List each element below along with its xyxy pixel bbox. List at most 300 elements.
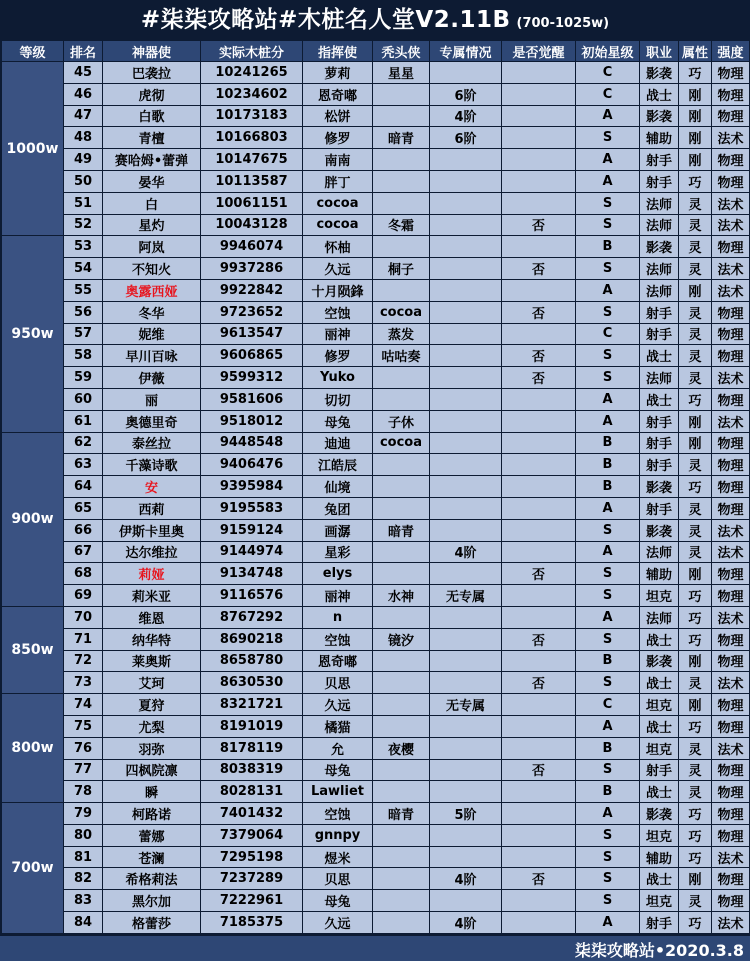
bald-cell: [373, 824, 430, 846]
exclusive-cell: [430, 628, 502, 650]
job-cell: 射手: [640, 912, 679, 934]
name-cell: 白歌: [103, 105, 201, 127]
job-cell: 战士: [640, 672, 679, 694]
table-row: [2, 127, 750, 149]
star-cell: A: [576, 497, 640, 519]
awaken-cell: 否: [502, 367, 576, 389]
job-cell: 战士: [640, 388, 679, 410]
star-cell: S: [576, 192, 640, 214]
attr-cell: 刚: [679, 127, 712, 149]
score-cell: 7237289: [201, 868, 303, 890]
name-cell: 伊斯卡里奥: [103, 519, 201, 541]
bald-cell: [373, 454, 430, 476]
commander-cell: 仙境: [303, 476, 373, 498]
power-cell: 法术: [712, 367, 750, 389]
rank-cell: 47: [64, 105, 103, 127]
power-cell: 物理: [712, 868, 750, 890]
star-cell: A: [576, 105, 640, 127]
star-cell: S: [576, 127, 640, 149]
power-cell: 物理: [712, 497, 750, 519]
exclusive-cell: 4阶: [430, 105, 502, 127]
name-cell: 早川百咏: [103, 345, 201, 367]
power-cell: 物理: [712, 476, 750, 498]
bald-cell: [373, 650, 430, 672]
star-cell: S: [576, 345, 640, 367]
name-cell: 巴袭拉: [103, 62, 201, 84]
star-cell: C: [576, 323, 640, 345]
job-cell: 影袭: [640, 650, 679, 672]
score-cell: 9723652: [201, 301, 303, 323]
table-row: [2, 149, 750, 171]
power-cell: 物理: [712, 715, 750, 737]
job-cell: 法师: [640, 541, 679, 563]
rank-cell: 81: [64, 846, 103, 868]
rank-cell: 79: [64, 803, 103, 825]
table-row: [2, 367, 750, 389]
job-cell: 影袭: [640, 476, 679, 498]
name-cell: 不知火: [103, 258, 201, 280]
attr-cell: 灵: [679, 497, 712, 519]
job-cell: 辅助: [640, 846, 679, 868]
star-cell: A: [576, 803, 640, 825]
awaken-cell: [502, 410, 576, 432]
commander-cell: 切切: [303, 388, 373, 410]
awaken-cell: [502, 824, 576, 846]
name-cell: 苍澜: [103, 846, 201, 868]
awaken-cell: [502, 83, 576, 105]
table-row: [2, 585, 750, 607]
name-cell: 虎彻: [103, 83, 201, 105]
name-cell: 奥露西娅: [103, 279, 201, 301]
commander-cell: 兔团: [303, 497, 373, 519]
bald-cell: [373, 105, 430, 127]
rank-cell: 57: [64, 323, 103, 345]
table-row: [2, 83, 750, 105]
score-cell: 8767292: [201, 606, 303, 628]
awaken-cell: 否: [502, 345, 576, 367]
bald-cell: 星星: [373, 62, 430, 84]
power-cell: 法术: [712, 606, 750, 628]
star-cell: B: [576, 781, 640, 803]
rank-cell: 80: [64, 824, 103, 846]
commander-cell: gnnpy: [303, 824, 373, 846]
job-cell: 法师: [640, 258, 679, 280]
score-cell: 10147675: [201, 149, 303, 171]
name-cell: 千藻诗歌: [103, 454, 201, 476]
commander-cell: 修罗: [303, 127, 373, 149]
power-cell: 法术: [712, 672, 750, 694]
name-cell: 尤梨: [103, 715, 201, 737]
table-row: [2, 105, 750, 127]
star-cell: S: [576, 563, 640, 585]
table-row: [2, 628, 750, 650]
exclusive-cell: [430, 367, 502, 389]
rank-cell: 45: [64, 62, 103, 84]
power-cell: 法术: [712, 519, 750, 541]
rank-cell: 66: [64, 519, 103, 541]
table-row: [2, 541, 750, 563]
star-cell: S: [576, 258, 640, 280]
rank-cell: 52: [64, 214, 103, 236]
commander-cell: 丽神: [303, 323, 373, 345]
score-cell: 9581606: [201, 388, 303, 410]
attr-cell: 巧: [679, 715, 712, 737]
power-cell: 物理: [712, 803, 750, 825]
table-row: [2, 672, 750, 694]
header-exclusive: 专属情况: [430, 41, 502, 62]
bald-cell: [373, 781, 430, 803]
commander-cell: 空蚀: [303, 628, 373, 650]
attr-cell: 刚: [679, 410, 712, 432]
bald-cell: [373, 563, 430, 585]
header-awaken: 是否觉醒: [502, 41, 576, 62]
exclusive-cell: 5阶: [430, 803, 502, 825]
table-row: [2, 410, 750, 432]
awaken-cell: [502, 497, 576, 519]
rank-cell: 48: [64, 127, 103, 149]
commander-cell: 十月陨鋒: [303, 279, 373, 301]
attr-cell: 刚: [679, 563, 712, 585]
awaken-cell: 否: [502, 214, 576, 236]
score-cell: 9195583: [201, 497, 303, 519]
job-cell: 法师: [640, 192, 679, 214]
name-cell: 艾珂: [103, 672, 201, 694]
awaken-cell: [502, 519, 576, 541]
awaken-cell: [502, 170, 576, 192]
commander-cell: 恩奇嘟: [303, 650, 373, 672]
commander-cell: 松饼: [303, 105, 373, 127]
awaken-cell: [502, 323, 576, 345]
grade-cell: 800w: [2, 694, 64, 803]
name-cell: 蕾娜: [103, 824, 201, 846]
star-cell: A: [576, 410, 640, 432]
grade-cell: 850w: [2, 606, 64, 693]
attr-cell: 灵: [679, 890, 712, 912]
exclusive-cell: [430, 846, 502, 868]
exclusive-cell: [430, 715, 502, 737]
score-cell: 8028131: [201, 781, 303, 803]
score-cell: 9518012: [201, 410, 303, 432]
star-cell: S: [576, 519, 640, 541]
commander-cell: 江皓辰: [303, 454, 373, 476]
rank-cell: 83: [64, 890, 103, 912]
job-cell: 射手: [640, 301, 679, 323]
awaken-cell: [502, 476, 576, 498]
awaken-cell: [502, 454, 576, 476]
star-cell: S: [576, 846, 640, 868]
awaken-cell: 否: [502, 628, 576, 650]
awaken-cell: 否: [502, 563, 576, 585]
attr-cell: 巧: [679, 912, 712, 934]
page-title: #柒柒攻略站#木桩名人堂V2.11B: [140, 7, 511, 33]
job-cell: 战士: [640, 83, 679, 105]
star-cell: B: [576, 432, 640, 454]
score-cell: 8178119: [201, 737, 303, 759]
attr-cell: 刚: [679, 279, 712, 301]
bald-cell: [373, 846, 430, 868]
name-cell: 白: [103, 192, 201, 214]
star-cell: B: [576, 737, 640, 759]
attr-cell: 灵: [679, 759, 712, 781]
power-cell: 物理: [712, 345, 750, 367]
star-cell: S: [576, 585, 640, 607]
exclusive-cell: [430, 170, 502, 192]
attr-cell: 灵: [679, 737, 712, 759]
name-cell: 维恩: [103, 606, 201, 628]
rank-cell: 78: [64, 781, 103, 803]
rank-cell: 76: [64, 737, 103, 759]
rank-cell: 72: [64, 650, 103, 672]
star-cell: S: [576, 824, 640, 846]
bald-cell: 暗青: [373, 803, 430, 825]
score-cell: 9134748: [201, 563, 303, 585]
star-cell: S: [576, 214, 640, 236]
power-cell: 物理: [712, 454, 750, 476]
exclusive-cell: [430, 388, 502, 410]
power-cell: 物理: [712, 432, 750, 454]
score-cell: 9606865: [201, 345, 303, 367]
name-cell: 星灼: [103, 214, 201, 236]
rank-cell: 56: [64, 301, 103, 323]
bald-cell: [373, 236, 430, 258]
exclusive-cell: [430, 301, 502, 323]
exclusive-cell: [430, 890, 502, 912]
awaken-cell: [502, 62, 576, 84]
table-body: [2, 62, 750, 934]
name-cell: 泰丝拉: [103, 432, 201, 454]
table-row: [2, 236, 750, 258]
commander-cell: 怀柚: [303, 236, 373, 258]
score-cell: 7295198: [201, 846, 303, 868]
job-cell: 战士: [640, 628, 679, 650]
star-cell: S: [576, 672, 640, 694]
power-cell: 物理: [712, 83, 750, 105]
bald-cell: [373, 715, 430, 737]
job-cell: 射手: [640, 149, 679, 171]
rank-cell: 49: [64, 149, 103, 171]
commander-cell: 母兔: [303, 759, 373, 781]
attr-cell: 刚: [679, 105, 712, 127]
attr-cell: 刚: [679, 650, 712, 672]
commander-cell: Yuko: [303, 367, 373, 389]
attr-cell: 巧: [679, 846, 712, 868]
power-cell: 物理: [712, 585, 750, 607]
grade-cell: 1000w: [2, 62, 64, 236]
star-cell: A: [576, 388, 640, 410]
table-row: [2, 694, 750, 716]
title-bar: [0, 0, 750, 40]
attr-cell: 灵: [679, 192, 712, 214]
awaken-cell: [502, 388, 576, 410]
commander-cell: 修罗: [303, 345, 373, 367]
star-cell: A: [576, 912, 640, 934]
score-cell: 10234602: [201, 83, 303, 105]
exclusive-cell: [430, 606, 502, 628]
commander-cell: 星彩: [303, 541, 373, 563]
score-cell: 8038319: [201, 759, 303, 781]
name-cell: 四枫院凛: [103, 759, 201, 781]
exclusive-cell: [430, 497, 502, 519]
name-cell: 瞬: [103, 781, 201, 803]
power-cell: 法术: [712, 541, 750, 563]
exclusive-cell: [430, 149, 502, 171]
attr-cell: 灵: [679, 236, 712, 258]
bald-cell: [373, 192, 430, 214]
name-cell: 妮维: [103, 323, 201, 345]
header-score: 实际木桩分: [201, 41, 303, 62]
star-cell: B: [576, 650, 640, 672]
power-cell: 物理: [712, 149, 750, 171]
commander-cell: 迪迪: [303, 432, 373, 454]
commander-cell: n: [303, 606, 373, 628]
awaken-cell: 否: [502, 759, 576, 781]
job-cell: 辅助: [640, 563, 679, 585]
name-cell: 莉米亚: [103, 585, 201, 607]
header-artifact-user: 神器使: [103, 41, 201, 62]
attr-cell: 灵: [679, 301, 712, 323]
score-cell: 7401432: [201, 803, 303, 825]
attr-cell: 灵: [679, 323, 712, 345]
footer: [0, 936, 750, 961]
name-cell: 伊薇: [103, 367, 201, 389]
score-cell: 8191019: [201, 715, 303, 737]
bald-cell: [373, 672, 430, 694]
commander-cell: 萝莉: [303, 62, 373, 84]
rank-cell: 64: [64, 476, 103, 498]
score-cell: 10241265: [201, 62, 303, 84]
name-cell: 希格莉法: [103, 868, 201, 890]
table-row: [2, 323, 750, 345]
exclusive-cell: [430, 759, 502, 781]
star-cell: S: [576, 367, 640, 389]
name-cell: 安: [103, 476, 201, 498]
score-cell: 8321721: [201, 694, 303, 716]
awaken-cell: [502, 912, 576, 934]
rank-cell: 69: [64, 585, 103, 607]
rank-cell: 71: [64, 628, 103, 650]
power-cell: 物理: [712, 323, 750, 345]
awaken-cell: [502, 715, 576, 737]
power-cell: 物理: [712, 759, 750, 781]
name-cell: 晏华: [103, 170, 201, 192]
bald-cell: [373, 149, 430, 171]
attr-cell: 巧: [679, 170, 712, 192]
attr-cell: 巧: [679, 585, 712, 607]
exclusive-cell: [430, 737, 502, 759]
header-commander: 指挥使: [303, 41, 373, 62]
rank-cell: 82: [64, 868, 103, 890]
bald-cell: [373, 759, 430, 781]
power-cell: 物理: [712, 890, 750, 912]
bald-cell: 夜樱: [373, 737, 430, 759]
awaken-cell: [502, 650, 576, 672]
commander-cell: 橘猫: [303, 715, 373, 737]
name-cell: 羽弥: [103, 737, 201, 759]
header-rank: 排名: [64, 41, 103, 62]
power-cell: 物理: [712, 563, 750, 585]
table-row: [2, 824, 750, 846]
attr-cell: 灵: [679, 454, 712, 476]
power-cell: 法术: [712, 127, 750, 149]
job-cell: 射手: [640, 454, 679, 476]
power-cell: 物理: [712, 650, 750, 672]
star-cell: S: [576, 890, 640, 912]
commander-cell: 煜米: [303, 846, 373, 868]
name-cell: 阿岚: [103, 236, 201, 258]
score-cell: 10061151: [201, 192, 303, 214]
power-cell: 物理: [712, 824, 750, 846]
power-cell: 法术: [712, 258, 750, 280]
bald-cell: [373, 497, 430, 519]
score-cell: 9116576: [201, 585, 303, 607]
rank-cell: 59: [64, 367, 103, 389]
job-cell: 战士: [640, 715, 679, 737]
job-cell: 影袭: [640, 105, 679, 127]
table-row: [2, 476, 750, 498]
awaken-cell: [502, 127, 576, 149]
score-cell: 9159124: [201, 519, 303, 541]
bald-cell: [373, 694, 430, 716]
attr-cell: 灵: [679, 672, 712, 694]
table-row: [2, 890, 750, 912]
score-cell: 9599312: [201, 367, 303, 389]
attr-cell: 灵: [679, 345, 712, 367]
header-bald: 秃头侠: [373, 41, 430, 62]
score-cell: 9406476: [201, 454, 303, 476]
bald-cell: [373, 606, 430, 628]
rank-cell: 46: [64, 83, 103, 105]
exclusive-cell: [430, 519, 502, 541]
awaken-cell: [502, 781, 576, 803]
job-cell: 射手: [640, 323, 679, 345]
exclusive-cell: [430, 345, 502, 367]
star-cell: C: [576, 62, 640, 84]
table-row: [2, 846, 750, 868]
job-cell: 战士: [640, 781, 679, 803]
power-cell: 物理: [712, 301, 750, 323]
bald-cell: cocoa: [373, 301, 430, 323]
awaken-cell: 否: [502, 672, 576, 694]
exclusive-cell: [430, 650, 502, 672]
exclusive-cell: 4阶: [430, 541, 502, 563]
exclusive-cell: [430, 672, 502, 694]
bald-cell: 暗青: [373, 519, 430, 541]
name-cell: 格蕾莎: [103, 912, 201, 934]
power-cell: 法术: [712, 737, 750, 759]
rank-cell: 53: [64, 236, 103, 258]
score-cell: 9448548: [201, 432, 303, 454]
job-cell: 影袭: [640, 236, 679, 258]
score-cell: 7379064: [201, 824, 303, 846]
star-cell: A: [576, 541, 640, 563]
exclusive-cell: [430, 432, 502, 454]
awaken-cell: [502, 105, 576, 127]
rank-cell: 61: [64, 410, 103, 432]
exclusive-cell: [430, 214, 502, 236]
attr-cell: 灵: [679, 519, 712, 541]
rank-cell: 63: [64, 454, 103, 476]
job-cell: 坦克: [640, 694, 679, 716]
exclusive-cell: [430, 323, 502, 345]
commander-cell: 母兔: [303, 890, 373, 912]
job-cell: 射手: [640, 410, 679, 432]
name-cell: 莱奥斯: [103, 650, 201, 672]
table-row: [2, 192, 750, 214]
table-row: [2, 803, 750, 825]
exclusive-cell: 4阶: [430, 912, 502, 934]
awaken-cell: 否: [502, 868, 576, 890]
table-row: [2, 62, 750, 84]
